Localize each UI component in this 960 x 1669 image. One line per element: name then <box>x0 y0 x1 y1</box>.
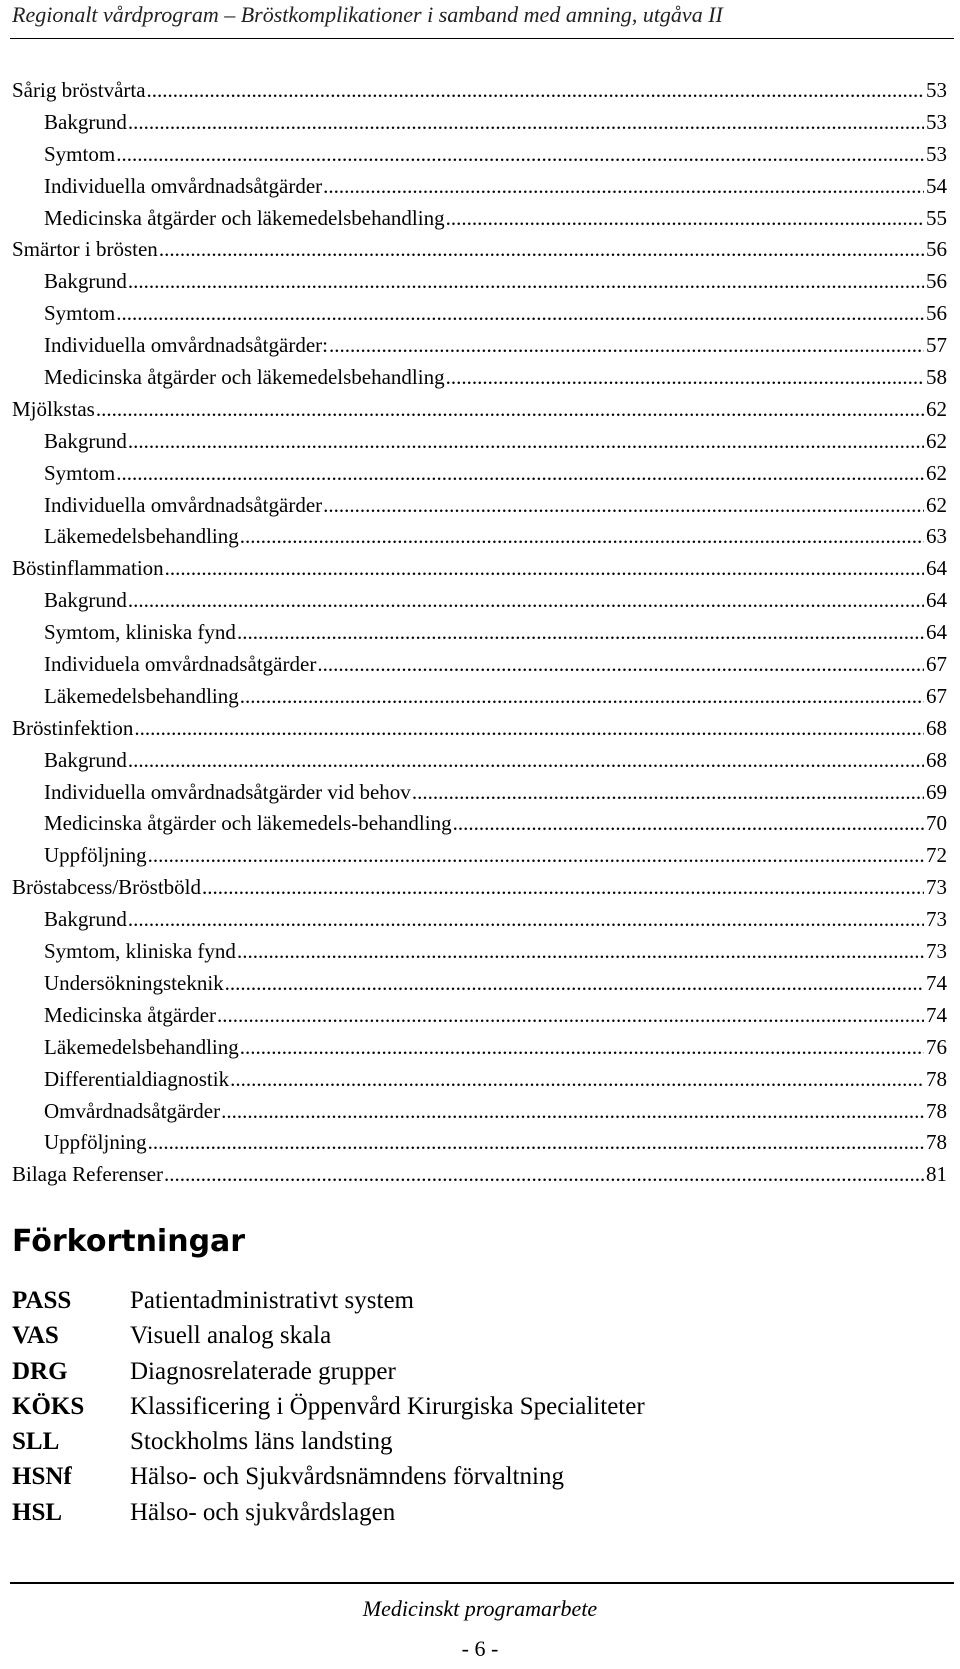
abbreviation-row <box>12 1495 932 1530</box>
toc-dot-leader <box>116 298 924 330</box>
toc-entry-label: Uppföljning <box>44 843 147 868</box>
toc-entry-label: Symtom <box>44 301 116 326</box>
toc-entry-page: 64 <box>926 588 947 613</box>
toc-entry-label: Individuella omvårdnadsåtgärder <box>44 173 323 198</box>
toc-dot-leader <box>446 203 924 235</box>
abbreviation-code: SLL <box>12 1428 60 1456</box>
toc-entry[interactable] <box>12 968 947 1000</box>
toc-entry-label: Bakgrund <box>44 747 127 772</box>
toc-dot-leader <box>147 75 924 107</box>
toc-dot-leader <box>230 1064 924 1096</box>
toc-dot-leader <box>217 1000 924 1032</box>
toc-dot-leader <box>323 171 924 203</box>
toc-entry-label: Individuella omvårdnadsåtgärder <box>44 492 323 517</box>
toc-entry-page: 67 <box>926 652 947 677</box>
toc-entry-label: Bröstinfektion <box>12 715 134 740</box>
toc-entry[interactable] <box>12 681 947 713</box>
toc-entry-label: Medicinska åtgärder och läkemedelsbehandling <box>44 365 445 390</box>
toc-entry-label: Symtom <box>44 460 116 485</box>
abbreviation-row <box>12 1389 932 1424</box>
toc-entry-label: Smärtor i brösten <box>12 237 158 262</box>
footer-rule <box>10 1582 954 1584</box>
toc-entry-label: Bakgrund <box>44 269 127 294</box>
abbreviations-heading: Förkortningar <box>12 1224 246 1259</box>
abbreviation-row <box>12 1318 932 1353</box>
toc-entry[interactable] <box>12 234 947 266</box>
toc-entry-page: 56 <box>926 301 947 326</box>
toc-entry[interactable] <box>12 1096 947 1128</box>
toc-entry-page: 53 <box>926 109 947 134</box>
toc-entry[interactable] <box>12 458 947 490</box>
toc-entry-page: 73 <box>926 939 947 964</box>
toc-entry-label: Bröstabcess/Bröstböld <box>12 875 201 900</box>
toc-entry-label: Individuella omvårdnadsåtgärder: <box>44 333 328 358</box>
toc-entry-label: Symtom, kliniska fynd <box>44 620 236 645</box>
toc-dot-leader <box>240 681 924 713</box>
toc-entry[interactable] <box>12 394 947 426</box>
toc-entry[interactable] <box>12 298 947 330</box>
toc-entry-page: 68 <box>926 715 947 740</box>
toc-entry-label: Uppföljning <box>44 1130 147 1155</box>
toc-entry[interactable] <box>12 777 947 809</box>
footer-text: Medicinskt programarbete <box>362 1596 598 1621</box>
toc-dot-leader <box>202 872 924 904</box>
toc-dot-leader <box>240 521 924 553</box>
toc-entry-label: Symtom, kliniska fynd <box>44 939 236 964</box>
toc-dot-leader <box>128 266 924 298</box>
toc-entry[interactable] <box>12 266 947 298</box>
toc-entry[interactable] <box>12 171 947 203</box>
toc-dot-leader <box>128 107 924 139</box>
toc-entry[interactable] <box>12 936 947 968</box>
abbreviation-code: VAS <box>12 1322 59 1350</box>
toc-entry-page: 54 <box>926 173 947 198</box>
toc-entry-label: Bakgrund <box>44 588 127 613</box>
abbreviation-description: Hälso- och sjukvårdslagen <box>130 1498 396 1526</box>
toc-entry-label: Differentialdiagnostik <box>44 1066 230 1091</box>
toc-entry[interactable] <box>12 617 947 649</box>
toc-entry[interactable] <box>12 553 947 585</box>
toc-entry-page: 63 <box>926 524 947 549</box>
toc-dot-leader <box>128 745 924 777</box>
toc-entry[interactable] <box>12 745 947 777</box>
toc-entry-page: 56 <box>926 269 947 294</box>
toc-entry-label: Sårig bröstvårta <box>12 78 146 102</box>
abbreviation-description: Visuell analog skala <box>130 1322 332 1350</box>
toc-entry-label: Böstinflammation <box>12 556 164 581</box>
toc-entry[interactable] <box>12 490 947 522</box>
page-number: - 6 - <box>461 1636 499 1661</box>
toc-entry-label: Mjölkstas <box>12 396 95 421</box>
toc-dot-leader <box>453 808 924 840</box>
toc-entry[interactable] <box>12 139 947 171</box>
toc-entry-page: 73 <box>926 907 947 932</box>
toc-entry[interactable] <box>12 649 947 681</box>
toc-entry[interactable] <box>12 1064 947 1096</box>
toc-dot-leader <box>317 649 924 681</box>
toc-entry-label: Omvårdnadsåtgärder <box>44 1098 221 1123</box>
toc-dot-leader <box>116 458 924 490</box>
toc-entry-label: Bakgrund <box>44 109 127 134</box>
toc-entry[interactable] <box>12 426 947 458</box>
toc-entry-page: 55 <box>926 205 947 230</box>
toc-entry-page: 58 <box>926 365 947 390</box>
toc-entry-page: 64 <box>926 620 947 645</box>
toc-entry[interactable] <box>12 840 947 872</box>
toc-entry-page: 76 <box>926 1034 947 1059</box>
abbreviation-row <box>12 1283 932 1318</box>
toc-dot-leader <box>329 330 924 362</box>
toc-entry[interactable] <box>12 521 947 553</box>
toc-entry[interactable] <box>12 585 947 617</box>
abbreviation-code: HSNf <box>12 1463 72 1491</box>
toc-entry-page: 62 <box>926 396 947 421</box>
abbreviation-description: Klassificering i Öppenvård Kirurgiska Specialiteter <box>130 1392 645 1420</box>
toc-dot-leader <box>128 585 924 617</box>
toc-dot-leader <box>221 1096 924 1128</box>
toc-entry-page: 70 <box>926 811 947 836</box>
toc-entry-page: 67 <box>926 683 947 708</box>
toc-dot-leader <box>116 139 924 171</box>
toc-entry-label: Undersökningsteknik <box>44 970 224 995</box>
toc-entry-label: Bilaga Referenser <box>12 1162 164 1187</box>
toc-entry[interactable] <box>12 808 947 840</box>
toc-entry[interactable] <box>12 330 947 362</box>
toc-entry-page: 72 <box>926 843 947 868</box>
abbreviation-row <box>12 1459 932 1494</box>
toc-entry-label: Medicinska åtgärder och läkemedelsbehandling <box>44 205 445 230</box>
abbreviation-code: HSL <box>12 1498 63 1526</box>
toc-entry-page: 53 <box>926 141 947 166</box>
toc-entry-label: Bakgrund <box>44 428 127 453</box>
toc-entry-page: 62 <box>926 492 947 517</box>
table-of-contents <box>12 75 947 1191</box>
toc-entry[interactable] <box>12 713 947 745</box>
toc-entry-page: 64 <box>926 556 947 581</box>
toc-dot-leader <box>225 968 924 1000</box>
toc-entry-page: 81 <box>926 1162 947 1187</box>
abbreviation-code: PASS <box>12 1287 72 1314</box>
toc-entry-page: 68 <box>926 747 947 772</box>
toc-dot-leader <box>148 840 924 872</box>
toc-entry[interactable] <box>12 1032 947 1064</box>
toc-entry[interactable] <box>12 872 947 904</box>
toc-entry-page: 53 <box>926 78 947 102</box>
toc-entry[interactable] <box>12 362 947 394</box>
toc-entry-page: 56 <box>926 237 947 262</box>
toc-entry[interactable] <box>12 1127 947 1159</box>
toc-dot-leader <box>164 1159 924 1191</box>
toc-entry-page: 62 <box>926 460 947 485</box>
toc-entry-label: Läkemedelsbehandling <box>44 524 239 549</box>
toc-dot-leader <box>237 936 924 968</box>
toc-entry-page: 57 <box>926 333 947 358</box>
toc-dot-leader <box>128 904 924 936</box>
toc-dot-leader <box>323 490 924 522</box>
toc-entry-page: 74 <box>926 1002 947 1027</box>
running-header: Regionalt vårdprogram – Bröstkomplikationer i samband med amning, utgåva II <box>12 2 723 27</box>
toc-entry-page: 62 <box>926 428 947 453</box>
abbreviation-description: Stockholms läns landsting <box>130 1428 393 1456</box>
toc-entry-page: 69 <box>926 779 947 804</box>
toc-entry-page: 78 <box>926 1066 947 1091</box>
toc-entry[interactable] <box>12 1159 947 1191</box>
toc-dot-leader <box>237 617 924 649</box>
abbreviation-description: Hälso- och Sjukvårdsnämndens förvaltning <box>130 1463 564 1491</box>
abbreviations-list <box>12 1283 932 1530</box>
toc-entry-label: Medicinska åtgärder och läkemedels-behandling <box>44 811 452 836</box>
toc-entry-label: Individuella omvårdnadsåtgärder vid behov <box>44 779 411 804</box>
toc-entry[interactable] <box>12 1000 947 1032</box>
abbreviation-row <box>12 1354 932 1389</box>
toc-dot-leader <box>159 234 924 266</box>
toc-entry-page: 74 <box>926 970 947 995</box>
toc-dot-leader <box>446 362 924 394</box>
toc-dot-leader <box>134 713 924 745</box>
toc-dot-leader <box>96 394 924 426</box>
toc-entry-label: Medicinska åtgärder <box>44 1002 217 1027</box>
toc-entry-label: Bakgrund <box>44 907 127 932</box>
toc-entry[interactable] <box>12 107 947 139</box>
toc-entry-label: Läkemedelsbehandling <box>44 683 239 708</box>
abbreviation-row <box>12 1424 932 1459</box>
toc-entry-page: 78 <box>926 1098 947 1123</box>
toc-entry-label: Individuela omvårdnadsåtgärder <box>44 652 317 677</box>
toc-dot-leader <box>412 777 924 809</box>
toc-entry-page: 78 <box>926 1130 947 1155</box>
toc-dot-leader <box>165 553 924 585</box>
toc-entry[interactable] <box>12 75 947 107</box>
toc-dot-leader <box>148 1127 924 1159</box>
abbreviation-description: Diagnosrelaterade grupper <box>130 1357 396 1385</box>
toc-entry[interactable] <box>12 203 947 235</box>
toc-entry[interactable] <box>12 904 947 936</box>
toc-entry-label: Läkemedelsbehandling <box>44 1034 239 1059</box>
toc-dot-leader <box>240 1032 924 1064</box>
abbreviation-description: Patientadministrativt system <box>130 1287 414 1314</box>
abbreviation-code: KÖKS <box>12 1392 85 1420</box>
abbreviation-code: DRG <box>12 1357 68 1385</box>
toc-entry-label: Symtom <box>44 141 116 166</box>
header-rule <box>10 38 954 39</box>
toc-entry-page: 73 <box>926 875 947 900</box>
toc-dot-leader <box>128 426 924 458</box>
